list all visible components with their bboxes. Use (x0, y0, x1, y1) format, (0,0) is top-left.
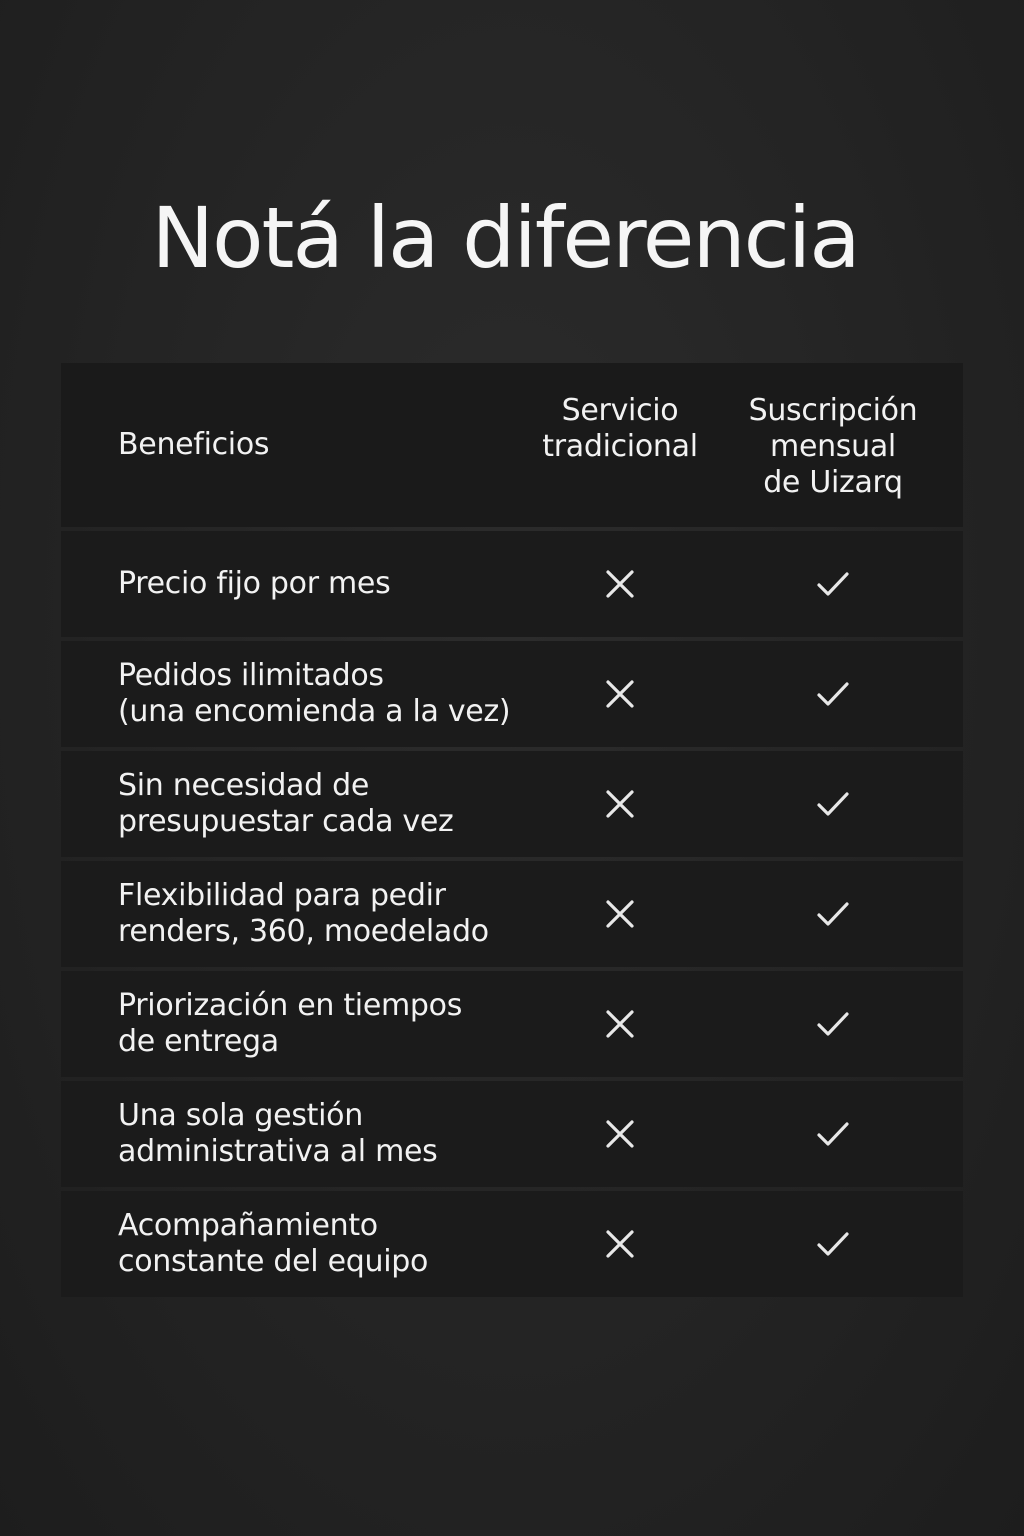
table-row (61, 531, 963, 637)
table-row (61, 971, 963, 1077)
check-icon (815, 786, 851, 822)
cross-icon (602, 1006, 638, 1042)
table-row (61, 641, 963, 747)
check-icon (815, 896, 851, 932)
cross-icon (602, 896, 638, 932)
benefit-label: Pedidos ilimitados (una encomienda a la vez) (118, 658, 511, 729)
benefit-label: Flexibilidad para pedir renders, 360, moedelado (118, 878, 489, 949)
page-title: Notá la diferencia (151, 189, 859, 287)
table-header-row (61, 363, 963, 527)
check-icon (815, 566, 851, 602)
table-row (61, 1191, 963, 1297)
header-monthly-subscription: Suscripción mensual de Uizarq (748, 393, 918, 500)
benefit-label: Precio fijo por mes (118, 566, 391, 601)
table-row (61, 1081, 963, 1187)
benefit-label: Sin necesidad de presupuestar cada vez (118, 768, 454, 839)
benefit-label: Acompañamiento constante del equipo (118, 1208, 429, 1279)
check-icon (815, 1006, 851, 1042)
cross-icon (602, 566, 638, 602)
check-icon (815, 1116, 851, 1152)
cross-icon (602, 786, 638, 822)
table-row (61, 861, 963, 967)
header-traditional-service: Servicio tradicional (542, 393, 698, 464)
table-row (61, 751, 963, 857)
check-icon (815, 1226, 851, 1262)
cross-icon (602, 676, 638, 712)
check-icon (815, 676, 851, 712)
header-benefits: Beneficios (118, 427, 270, 462)
benefit-label: Una sola gestión administrativa al mes (118, 1098, 438, 1169)
comparison-table (61, 363, 963, 1301)
benefit-label: Priorización en tiempos de entrega (118, 988, 463, 1059)
cross-icon (602, 1226, 638, 1262)
cross-icon (602, 1116, 638, 1152)
